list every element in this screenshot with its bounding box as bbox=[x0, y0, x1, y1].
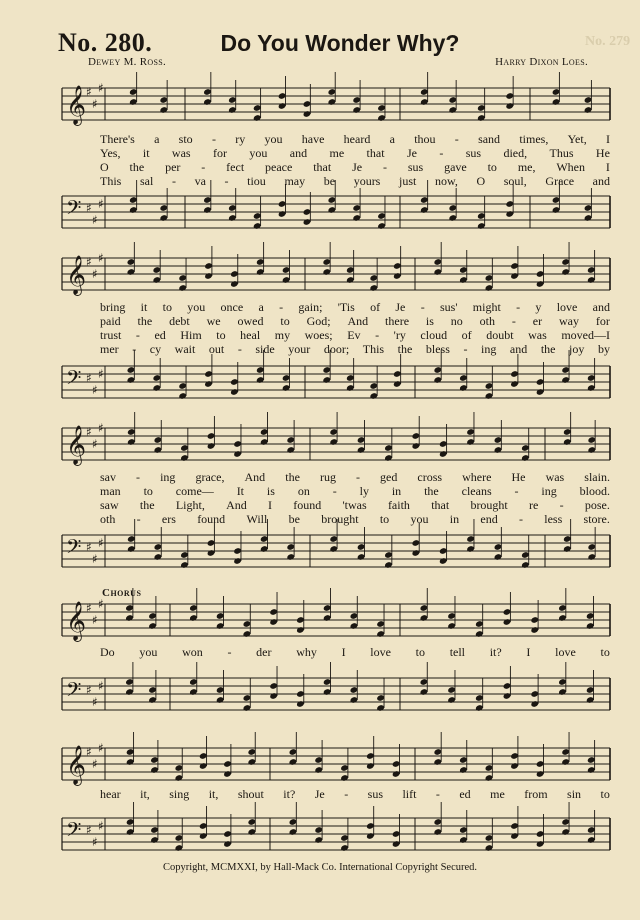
lyric-syllable: - bbox=[135, 328, 140, 342]
lyric-syllable: va bbox=[194, 174, 206, 188]
lyric-syllable: der bbox=[256, 645, 272, 659]
lyric-syllable: you bbox=[187, 300, 206, 314]
lyric-syllable: Do bbox=[100, 645, 115, 659]
lyric-syllable: the bbox=[285, 470, 300, 484]
lyric-syllable: the bbox=[540, 342, 556, 356]
lyric-syllable: you bbox=[410, 512, 429, 526]
lyric-syllable: way bbox=[558, 314, 579, 328]
lyric-syllable: er bbox=[532, 314, 543, 328]
lyric-syllable: brought bbox=[470, 498, 508, 512]
lyric-syllable: faith bbox=[387, 498, 410, 512]
lyric-syllable: it? bbox=[283, 787, 296, 801]
lyric-syllable: a bbox=[389, 132, 395, 146]
lyric-syllable: cross bbox=[417, 470, 443, 484]
lyric-syllable: sal bbox=[139, 174, 154, 188]
lyric-line bbox=[100, 132, 610, 146]
lyric-syllable: me, bbox=[517, 160, 536, 174]
treble-staff-4 bbox=[0, 596, 640, 646]
lyric-syllable: it, bbox=[208, 787, 219, 801]
lyric-syllable: paid bbox=[100, 314, 121, 328]
lyric-line bbox=[100, 300, 610, 314]
lyric-syllable: - bbox=[332, 484, 337, 498]
lyric-syllable: died, bbox=[503, 146, 528, 160]
lyric-line bbox=[100, 314, 610, 328]
lyric-syllable: ers bbox=[161, 512, 176, 526]
sharp-icon: ♯ bbox=[92, 437, 98, 451]
sharp-icon: ♯ bbox=[86, 745, 92, 759]
lyric-syllable: and bbox=[592, 174, 610, 188]
sharp-icon: ♯ bbox=[98, 367, 104, 381]
lyric-syllable: sing bbox=[169, 787, 190, 801]
lyric-syllable: it bbox=[142, 146, 150, 160]
lyric-syllable: 'ry bbox=[393, 328, 406, 342]
lyric-syllable: sus bbox=[465, 146, 482, 160]
lyric-syllable: ing bbox=[541, 484, 557, 498]
lyric-syllable: tiou bbox=[247, 174, 266, 188]
treble-clef-icon: 𝄞 bbox=[66, 745, 87, 785]
lyric-syllable: that bbox=[431, 498, 450, 512]
lyric-syllable: He bbox=[595, 146, 610, 160]
lyric-syllable: ly bbox=[359, 484, 369, 498]
lyric-syllable: is bbox=[425, 314, 434, 328]
composer-credit: Harry Dixon Loes. bbox=[495, 56, 588, 68]
lyric-syllable: ed bbox=[154, 328, 166, 342]
lyric-line bbox=[100, 470, 610, 484]
bass-staff-4 bbox=[0, 670, 640, 720]
lyric-syllable: that bbox=[313, 160, 332, 174]
lyric-syllable: we bbox=[206, 314, 221, 328]
treble-clef-icon: 𝄞 bbox=[66, 85, 87, 125]
lyric-syllable: - bbox=[171, 174, 176, 188]
lyric-syllable: now, bbox=[434, 174, 458, 188]
lyric-syllable: end bbox=[480, 512, 498, 526]
lyric-syllable: And bbox=[244, 470, 266, 484]
lyric-syllable: of bbox=[370, 300, 381, 314]
chorus-lyrics-system-5 bbox=[100, 787, 610, 801]
sharp-icon: ♯ bbox=[92, 552, 98, 566]
bass-staff-3 bbox=[0, 527, 640, 577]
lyric-syllable: I bbox=[341, 645, 346, 659]
lyric-syllable: per bbox=[165, 160, 181, 174]
lyric-syllable: It bbox=[236, 484, 245, 498]
lyric-syllable: - bbox=[454, 132, 459, 146]
lyric-syllable: in bbox=[449, 512, 460, 526]
treble-staff-2 bbox=[0, 250, 640, 300]
lyric-syllable: soul, bbox=[503, 174, 527, 188]
lyric-syllable: Light, bbox=[175, 498, 205, 512]
bass-clef-icon: 𝄢 bbox=[66, 678, 82, 706]
lyric-syllable: - bbox=[136, 512, 141, 526]
lyric-line bbox=[100, 328, 610, 342]
sharp-icon: ♯ bbox=[86, 823, 92, 837]
sharp-icon: ♯ bbox=[92, 213, 98, 227]
lyric-syllable: for bbox=[212, 146, 227, 160]
lyric-syllable: O bbox=[476, 174, 486, 188]
bass-clef-icon: 𝄢 bbox=[66, 818, 82, 846]
lyric-syllable: no bbox=[450, 314, 463, 328]
sharp-icon: ♯ bbox=[98, 597, 104, 611]
lyric-syllable: - bbox=[514, 484, 519, 498]
lyric-syllable: less bbox=[544, 512, 563, 526]
sharp-icon: ♯ bbox=[92, 695, 98, 709]
lyric-syllable: joy bbox=[569, 342, 585, 356]
lyric-syllable: 'twas bbox=[342, 498, 367, 512]
lyric-syllable: ed bbox=[459, 787, 471, 801]
lyric-line bbox=[100, 484, 610, 498]
lyric-line bbox=[100, 498, 610, 512]
lyric-syllable: door; bbox=[323, 342, 350, 356]
lyric-syllable: Will bbox=[246, 512, 268, 526]
lyric-syllable: sus' bbox=[439, 300, 458, 314]
lyric-syllable: oth bbox=[479, 314, 495, 328]
lyric-syllable: to bbox=[415, 645, 425, 659]
lyric-syllable: ry bbox=[235, 132, 246, 146]
bass-clef-icon: 𝄢 bbox=[66, 196, 82, 224]
lyric-syllable: - bbox=[227, 645, 232, 659]
lyric-syllable: - bbox=[211, 132, 216, 146]
lyric-syllable: - bbox=[382, 160, 387, 174]
lyric-syllable: gain; bbox=[298, 300, 323, 314]
lyric-syllable: of bbox=[461, 328, 472, 342]
lyric-syllable: love bbox=[555, 645, 576, 659]
lyric-syllable: shout bbox=[237, 787, 264, 801]
bass-staff-5 bbox=[0, 810, 640, 860]
lyric-syllable: it, bbox=[140, 787, 150, 801]
lyric-syllable: from bbox=[524, 787, 548, 801]
lyric-syllable: the bbox=[424, 484, 439, 498]
sharp-icon: ♯ bbox=[92, 267, 98, 281]
lyric-syllable: the bbox=[139, 498, 155, 512]
lyric-syllable: sin bbox=[567, 787, 582, 801]
lyric-syllable: it bbox=[140, 300, 148, 314]
lyric-syllable: on bbox=[297, 484, 310, 498]
lyric-syllable: you bbox=[249, 146, 268, 160]
lyric-syllable: wait bbox=[174, 342, 196, 356]
lyric-syllable: O bbox=[100, 160, 109, 174]
lyric-line bbox=[100, 146, 610, 160]
lyric-line bbox=[100, 174, 610, 188]
sharp-icon: ♯ bbox=[86, 255, 92, 269]
lyric-syllable: - bbox=[463, 342, 468, 356]
lyric-syllable: to bbox=[600, 645, 610, 659]
lyric-syllable: bring bbox=[100, 300, 126, 314]
lyric-syllable: - bbox=[356, 470, 360, 484]
lyric-syllable: me bbox=[329, 146, 345, 160]
sharp-icon: ♯ bbox=[92, 383, 98, 397]
lyric-syllable: have bbox=[301, 132, 325, 146]
lyric-syllable: ged bbox=[380, 470, 398, 484]
lyric-syllable: where bbox=[462, 470, 492, 484]
lyric-syllable: re bbox=[529, 498, 539, 512]
lyric-syllable: He bbox=[511, 470, 526, 484]
lyric-syllable: my bbox=[274, 328, 291, 342]
lyric-syllable: ing bbox=[481, 342, 497, 356]
sharp-icon: ♯ bbox=[92, 613, 98, 627]
lyric-syllable: to bbox=[143, 484, 153, 498]
lyric-syllable: was bbox=[528, 328, 547, 342]
lyric-syllable: be bbox=[288, 512, 300, 526]
lyric-syllable: pose. bbox=[584, 498, 610, 512]
lyric-syllable: woes; bbox=[304, 328, 333, 342]
bass-staff-1 bbox=[0, 188, 640, 238]
lyric-syllable: the bbox=[137, 314, 153, 328]
lyric-syllable: man bbox=[100, 484, 121, 498]
treble-clef-icon: 𝄞 bbox=[66, 255, 87, 295]
lyric-syllable: just bbox=[398, 174, 417, 188]
lyric-syllable: - bbox=[224, 174, 229, 188]
lyric-syllable: brought bbox=[321, 512, 359, 526]
lyric-syllable: - bbox=[279, 300, 284, 314]
lyric-syllable: - bbox=[559, 498, 564, 512]
lyric-syllable: - bbox=[375, 328, 380, 342]
lyric-syllable: to bbox=[487, 160, 497, 174]
sharp-icon: ♯ bbox=[92, 757, 98, 771]
sharp-icon: ♯ bbox=[86, 371, 92, 385]
lyric-syllable: gave bbox=[444, 160, 467, 174]
lyric-syllable: to bbox=[216, 328, 226, 342]
lyric-syllable: won bbox=[182, 645, 203, 659]
lyric-syllable: found bbox=[197, 512, 226, 526]
lyric-line bbox=[100, 160, 610, 174]
lyric-syllable: y bbox=[535, 300, 542, 314]
lyric-syllable: - bbox=[136, 470, 141, 484]
lyric-syllable: heal bbox=[240, 328, 261, 342]
lyric-syllable: rug bbox=[319, 470, 336, 484]
lyric-syllable: - bbox=[518, 512, 523, 526]
lyric-syllable: yours bbox=[353, 174, 381, 188]
lyric-syllable: sand bbox=[478, 132, 501, 146]
lyric-syllable: side bbox=[255, 342, 275, 356]
bass-staff-2 bbox=[0, 358, 640, 408]
lyric-syllable: once bbox=[220, 300, 244, 314]
sharp-icon: ♯ bbox=[86, 683, 92, 697]
lyric-syllable: cloud bbox=[420, 328, 448, 342]
lyric-syllable: there bbox=[385, 314, 410, 328]
lyric-syllable: And bbox=[226, 498, 247, 512]
chorus-lyrics-system-4 bbox=[100, 645, 610, 659]
lyric-syllable: There's bbox=[100, 132, 135, 146]
lyric-syllable: love bbox=[370, 645, 391, 659]
lyric-syllable: - bbox=[439, 146, 444, 160]
lyric-syllable: for bbox=[595, 314, 610, 328]
lyric-syllable: might bbox=[472, 300, 501, 314]
lyric-syllable: 'Tis bbox=[337, 300, 355, 314]
sharp-icon: ♯ bbox=[98, 81, 104, 95]
lyric-syllable: to bbox=[162, 300, 172, 314]
lyricist-credit: Dewey M. Ross. bbox=[88, 56, 167, 68]
lyric-syllable: grace, bbox=[195, 470, 225, 484]
lyric-syllable: sav bbox=[100, 470, 116, 484]
verse-lyrics-system-1 bbox=[100, 132, 610, 188]
lyric-syllable: - bbox=[511, 314, 516, 328]
sharp-icon: ♯ bbox=[86, 201, 92, 215]
lyric-syllable: lift bbox=[402, 787, 417, 801]
treble-clef-icon: 𝄞 bbox=[66, 601, 87, 641]
bass-clef-icon: 𝄢 bbox=[66, 535, 82, 563]
lyric-syllable: - bbox=[132, 342, 137, 356]
lyric-syllable: oth bbox=[100, 512, 116, 526]
lyric-syllable: doubt bbox=[486, 328, 514, 342]
lyric-syllable: I bbox=[526, 645, 531, 659]
lyric-syllable: blood. bbox=[579, 484, 610, 498]
lyric-syllable: and bbox=[509, 342, 528, 356]
lyric-syllable: the bbox=[397, 342, 413, 356]
sharp-icon: ♯ bbox=[98, 741, 104, 755]
lyric-syllable: Je bbox=[395, 300, 406, 314]
lyric-syllable: Ev bbox=[347, 328, 361, 342]
lyric-syllable: in bbox=[391, 484, 402, 498]
lyric-syllable: and bbox=[289, 146, 308, 160]
lyric-syllable: was bbox=[545, 470, 565, 484]
lyric-syllable: This bbox=[100, 174, 122, 188]
lyric-syllable: you bbox=[264, 132, 283, 146]
sharp-icon: ♯ bbox=[92, 835, 98, 849]
lyric-syllable: - bbox=[344, 787, 349, 801]
lyric-syllable: cy bbox=[149, 342, 162, 356]
lyric-syllable: a bbox=[258, 300, 264, 314]
lyric-syllable: mer bbox=[100, 342, 119, 356]
lyric-syllable: fect bbox=[226, 160, 245, 174]
lyric-syllable: hear bbox=[100, 787, 121, 801]
verse-lyrics-system-2 bbox=[100, 300, 610, 356]
lyric-syllable: saw bbox=[100, 498, 119, 512]
lyric-syllable: a bbox=[154, 132, 160, 146]
lyric-syllable: trust bbox=[100, 328, 122, 342]
lyric-syllable: by bbox=[597, 342, 610, 356]
verse-lyrics-system-3 bbox=[100, 470, 610, 526]
chorus-label: Chorus bbox=[102, 587, 142, 599]
lyric-syllable: Je bbox=[352, 160, 363, 174]
lyric-syllable: found bbox=[293, 498, 322, 512]
hymn-title: Do You Wonder Why? bbox=[220, 30, 460, 56]
sharp-icon: ♯ bbox=[86, 425, 92, 439]
lyric-syllable: sus bbox=[407, 160, 424, 174]
lyric-syllable: I bbox=[605, 132, 610, 146]
lyric-syllable: - bbox=[201, 160, 206, 174]
treble-staff-3 bbox=[0, 420, 640, 470]
lyric-syllable: debt bbox=[169, 314, 190, 328]
lyric-syllable: owed bbox=[237, 314, 264, 328]
sharp-icon: ♯ bbox=[98, 421, 104, 435]
lyric-syllable: to bbox=[280, 314, 290, 328]
lyric-syllable: Him bbox=[180, 328, 202, 342]
lyric-syllable: tell bbox=[449, 645, 466, 659]
lyric-syllable: was bbox=[171, 146, 191, 160]
lyric-syllable: Je bbox=[314, 787, 325, 801]
copyright-notice: Copyright, MCMXXI, by Hall-Mack Co. International Copyright Secured. bbox=[162, 862, 478, 873]
lyric-syllable: bless bbox=[425, 342, 450, 356]
lyric-syllable: that bbox=[366, 146, 385, 160]
lyric-syllable: may bbox=[284, 174, 306, 188]
sharp-icon: ♯ bbox=[98, 197, 104, 211]
lyric-syllable: cleans bbox=[461, 484, 492, 498]
lyric-syllable: ing bbox=[160, 470, 176, 484]
lyric-line bbox=[100, 787, 610, 801]
lyric-syllable: store. bbox=[583, 512, 610, 526]
lyric-syllable: heard bbox=[343, 132, 371, 146]
lyric-syllable: is bbox=[266, 484, 275, 498]
lyric-syllable: out bbox=[208, 342, 225, 356]
lyric-syllable: - bbox=[237, 342, 242, 356]
treble-clef-icon: 𝄞 bbox=[66, 425, 87, 465]
lyric-line bbox=[100, 645, 610, 659]
lyric-syllable: your bbox=[288, 342, 311, 356]
lyric-syllable: I bbox=[605, 160, 610, 174]
hymn-number: No. 280. bbox=[58, 28, 153, 57]
lyric-syllable: to bbox=[379, 512, 390, 526]
lyric-syllable: I bbox=[268, 498, 273, 512]
lyric-syllable: it? bbox=[489, 645, 502, 659]
lyric-syllable: God; bbox=[306, 314, 331, 328]
treble-staff-5 bbox=[0, 740, 640, 790]
lyric-syllable: times, bbox=[519, 132, 549, 146]
lyric-syllable: Je bbox=[406, 146, 417, 160]
lyric-line bbox=[100, 512, 610, 526]
sharp-icon: ♯ bbox=[86, 540, 92, 554]
lyric-syllable: And bbox=[347, 314, 369, 328]
lyric-syllable: Yet, bbox=[567, 132, 587, 146]
sharp-icon: ♯ bbox=[98, 679, 104, 693]
lyric-syllable: the bbox=[129, 160, 145, 174]
lyric-syllable: be bbox=[323, 174, 336, 188]
lyric-syllable: - bbox=[516, 300, 521, 314]
sharp-icon: ♯ bbox=[98, 251, 104, 265]
lyric-syllable: love bbox=[556, 300, 578, 314]
lyric-syllable: to bbox=[600, 787, 610, 801]
sharp-icon: ♯ bbox=[86, 601, 92, 615]
bass-clef-icon: 𝄢 bbox=[66, 366, 82, 394]
lyric-syllable: This bbox=[362, 342, 385, 356]
lyric-syllable: thou bbox=[414, 132, 436, 146]
bleed-through-text: No. 279 bbox=[585, 34, 631, 49]
treble-staff-1 bbox=[0, 80, 640, 130]
lyric-syllable: sus bbox=[367, 787, 383, 801]
lyric-syllable: why bbox=[296, 645, 317, 659]
lyric-syllable: slain. bbox=[584, 470, 610, 484]
sharp-icon: ♯ bbox=[92, 97, 98, 111]
lyric-syllable: come— bbox=[175, 484, 214, 498]
lyric-syllable: - bbox=[435, 787, 440, 801]
sharp-icon: ♯ bbox=[98, 819, 104, 833]
lyric-syllable: - bbox=[420, 300, 425, 314]
lyric-syllable: and bbox=[592, 300, 610, 314]
sharp-icon: ♯ bbox=[98, 536, 104, 550]
lyric-syllable: Grace bbox=[545, 174, 575, 188]
lyric-syllable: moved—I bbox=[561, 328, 610, 342]
lyric-syllable: Thus bbox=[549, 146, 574, 160]
lyric-syllable: When bbox=[556, 160, 586, 174]
lyric-line bbox=[100, 342, 610, 356]
lyric-syllable: peace bbox=[265, 160, 293, 174]
lyric-syllable: you bbox=[139, 645, 158, 659]
lyric-syllable: me bbox=[490, 787, 505, 801]
lyric-syllable: Yes, bbox=[100, 146, 121, 160]
lyric-syllable: sto bbox=[178, 132, 193, 146]
sharp-icon: ♯ bbox=[86, 85, 92, 99]
